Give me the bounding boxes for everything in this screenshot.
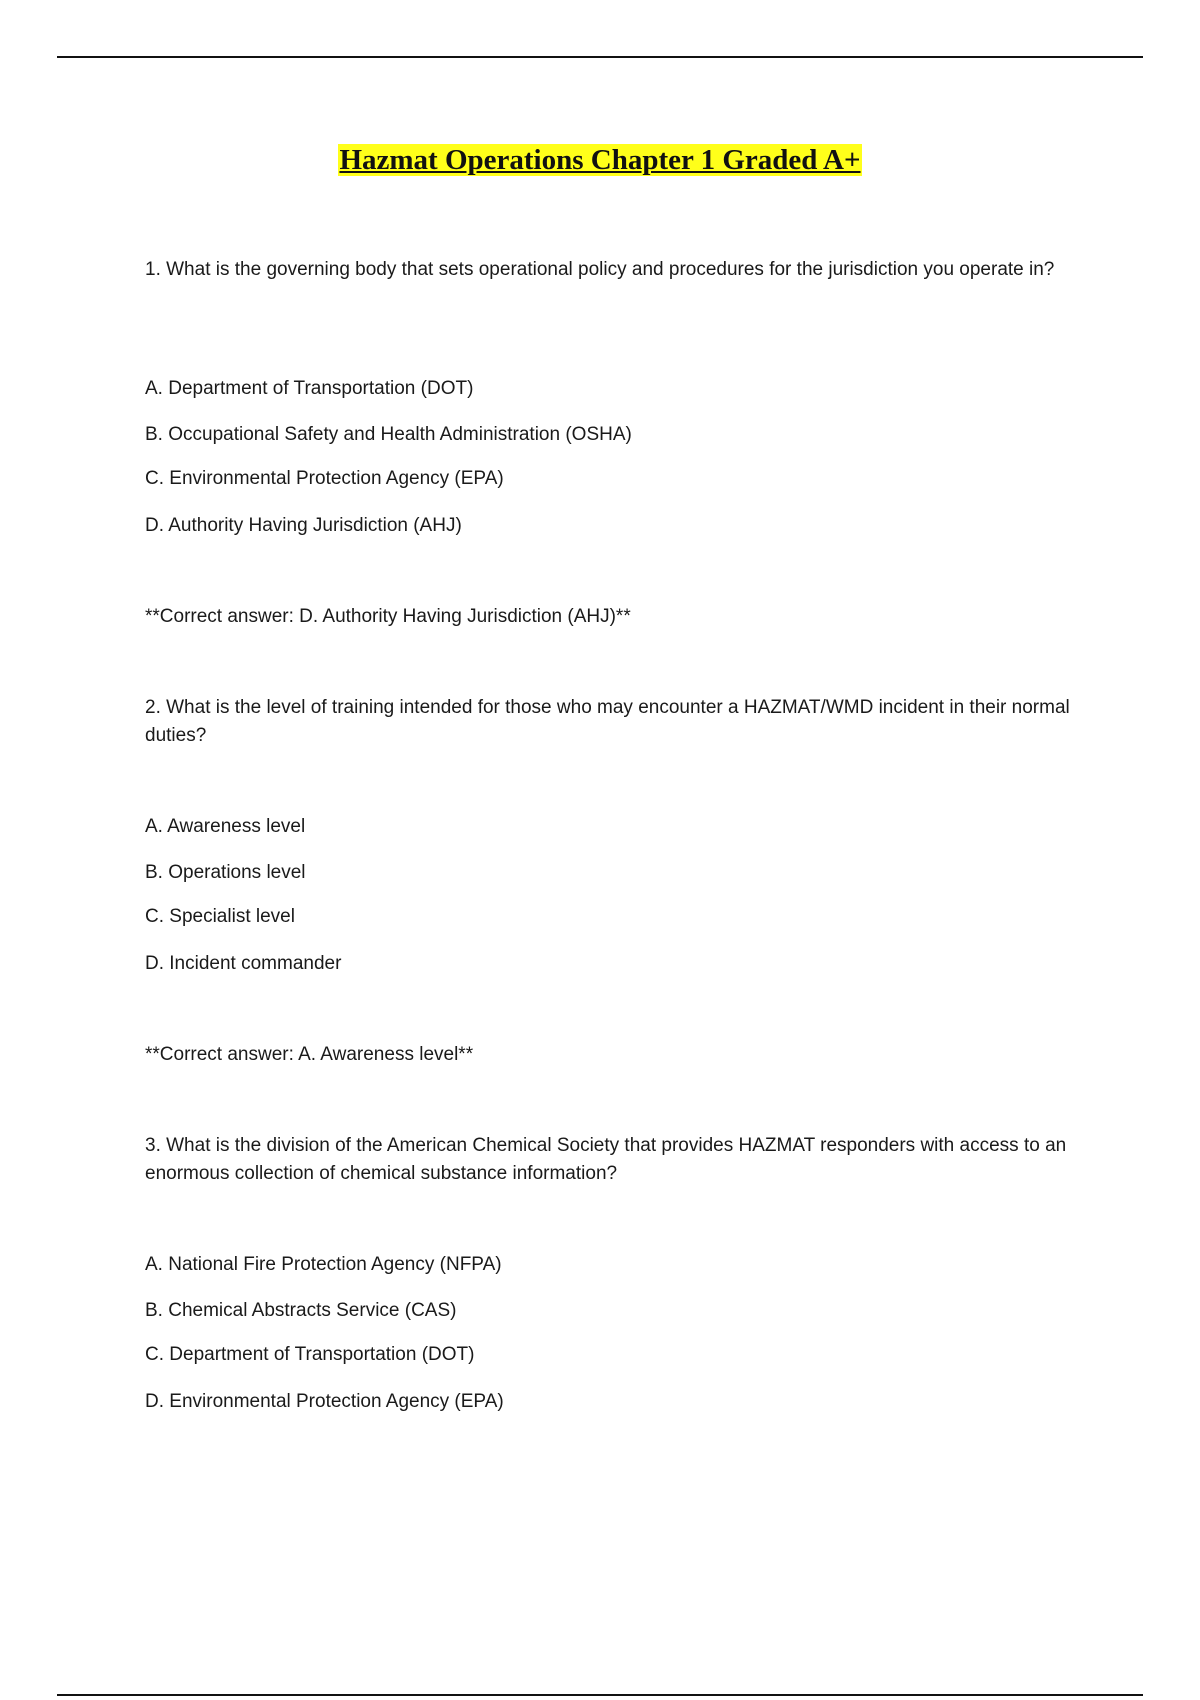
title-container [0,143,1200,178]
document-title: Hazmat Operations Chapter 1 Graded A+ [339,144,861,176]
question-1-option-c: C. Environmental Protection Agency (EPA) [145,468,504,489]
question-1-text: 1. What is the governing body that sets operational policy and procedures for the jurisdiction you operate in? [145,259,1055,280]
question-2-correct-answer: **Correct answer: A. Awareness level** [145,1044,474,1065]
header-rule [57,56,1143,58]
question-1-option-a: A. Department of Transportation (DOT) [145,378,474,399]
question-1-option-d: D. Authority Having Jurisdiction (AHJ) [145,515,462,536]
question-1-correct-answer: **Correct answer: D. Authority Having Jurisdiction (AHJ)** [145,606,631,627]
question-1-option-b: B. Occupational Safety and Health Administration (OSHA) [145,424,632,445]
question-2-text: 2. What is the level of training intended for those who may encounter a HAZMAT/WMD incident in their normal duties? [145,697,1070,746]
question-3-option-b: B. Chemical Abstracts Service (CAS) [145,1300,457,1321]
question-3-option-a: A. National Fire Protection Agency (NFPA) [145,1254,502,1275]
question-3-text: 3. What is the division of the American Chemical Society that provides HAZMAT responders with access to an enormous collection of chemical substance information? [145,1135,1067,1184]
footer-rule [57,1694,1143,1696]
question-2-option-d: D. Incident commander [145,953,342,974]
question-2-option-c: C. Specialist level [145,906,295,927]
question-3-option-c: C. Department of Transportation (DOT) [145,1344,475,1365]
question-2-option-b: B. Operations level [145,862,306,883]
question-3-option-d: D. Environmental Protection Agency (EPA) [145,1391,504,1412]
question-2-option-a: A. Awareness level [145,816,306,837]
